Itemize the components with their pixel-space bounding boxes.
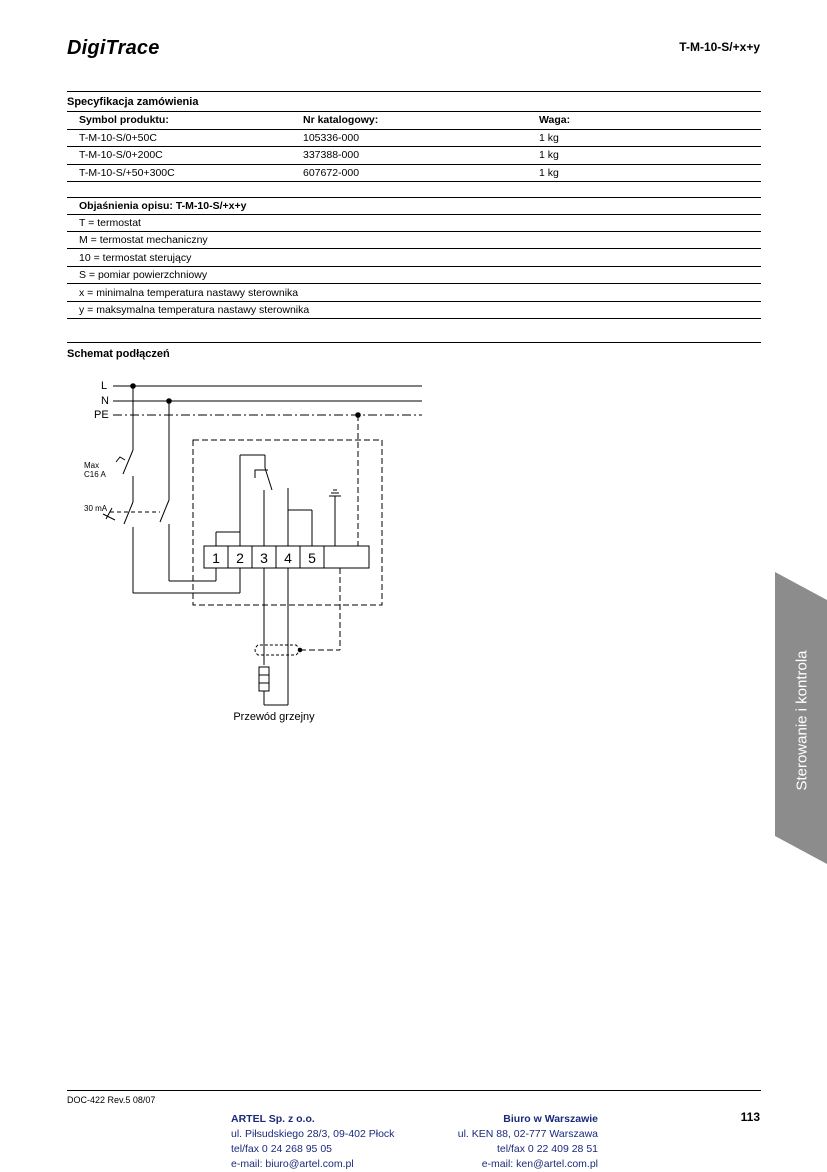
table-cell: 337388-000	[291, 147, 527, 165]
list-item: y = maksymalna temperatura nastawy sterownika	[67, 302, 761, 319]
list-item: T = termostat	[67, 215, 761, 232]
column-header: Symbol produktu:	[67, 112, 291, 129]
rcd-label: 30 mA	[84, 504, 108, 513]
table-cell: T-M-10-S/0+50C	[67, 129, 291, 147]
breaker-rating-label: C16 A	[84, 470, 106, 479]
doc-reference: DOC-422 Rev.5 08/07	[67, 1095, 156, 1105]
list-item: 10 = termostat sterujący	[67, 250, 761, 267]
table-cell: 105336-000	[291, 129, 527, 147]
order-spec-title: Specyfikacja zamówienia	[67, 96, 199, 108]
table-cell: 607672-000	[291, 164, 527, 182]
explanation-title: Objaśnienia opisu: T-M-10-S/+x+y	[67, 198, 761, 215]
line-label-n: N	[101, 395, 109, 407]
cable-label: Przewód grzejny	[233, 711, 315, 723]
footer-rule	[67, 1090, 761, 1091]
breaker-label: Max	[84, 461, 100, 470]
company-phone: tel/fax 0 24 268 95 05	[231, 1143, 332, 1155]
table-cell: 1 kg	[527, 147, 761, 165]
table-cell: T-M-10-S/0+200C	[67, 147, 291, 165]
list-item: S = pomiar powierzchniowy	[67, 267, 761, 284]
terminal-4: 4	[284, 550, 292, 566]
list-item: x = minimalna temperatura nastawy sterownika	[67, 285, 761, 302]
company-email: e-mail: biuro@artel.com.pl	[231, 1158, 354, 1170]
warsaw-address-block	[458, 1112, 598, 1172]
table-cell: 1 kg	[527, 164, 761, 182]
warsaw-email: e-mail: ken@artel.com.pl	[481, 1158, 598, 1170]
company-address-block	[231, 1112, 394, 1172]
list-item: M = termostat mechaniczny	[67, 232, 761, 249]
side-tab-label: Sterowanie i kontrola	[793, 650, 811, 791]
line-label-pe: PE	[94, 409, 109, 421]
warsaw-phone: tel/fax 0 22 409 28 51	[497, 1143, 598, 1155]
terminal-2: 2	[236, 550, 244, 566]
brand-logo: DigiTrace	[67, 37, 160, 59]
company-address: ul. Piłsudskiego 28/3, 09-402 Płock	[231, 1128, 395, 1140]
column-header: Nr katalogowy:	[291, 112, 527, 129]
column-header: Waga:	[527, 112, 761, 129]
warsaw-office-name: Biuro w Warszawie	[503, 1113, 598, 1125]
table-cell: 1 kg	[527, 129, 761, 147]
terminal-3: 3	[260, 550, 268, 566]
company-name: ARTEL Sp. z o.o.	[231, 1113, 315, 1125]
terminal-5: 5	[308, 550, 316, 566]
diagram-title: Schemat podłączeń	[67, 348, 170, 360]
line-label-l: L	[101, 380, 108, 392]
terminal-1: 1	[212, 550, 220, 566]
page-number: 113	[740, 1110, 760, 1124]
table-cell: T-M-10-S/+50+300C	[67, 164, 291, 182]
product-code: T-M-10-S/+x+y	[679, 40, 760, 54]
warsaw-address: ul. KEN 88, 02-777 Warszawa	[457, 1128, 598, 1140]
